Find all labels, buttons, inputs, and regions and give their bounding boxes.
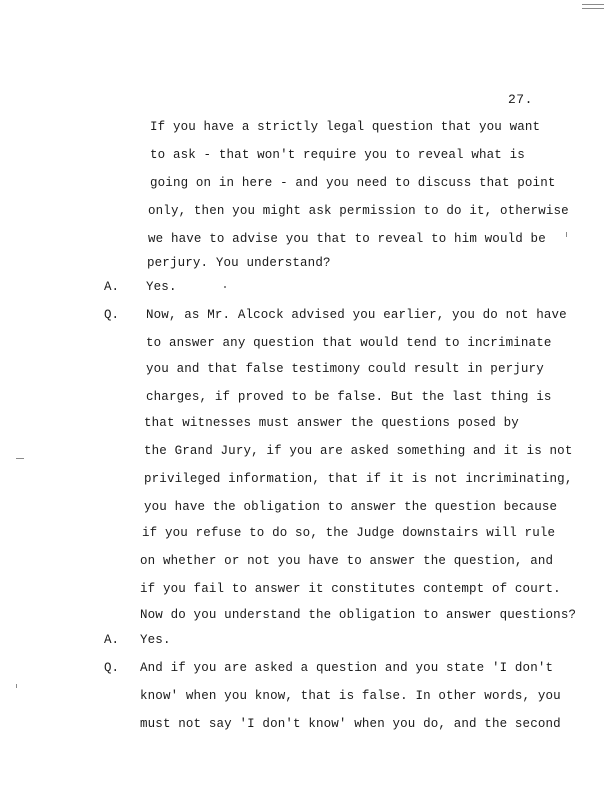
- transcript-line: you and that false testimony could result in perjury: [146, 362, 544, 376]
- scan-mark: [224, 286, 226, 288]
- scan-mark: [566, 232, 567, 237]
- speaker-label-answer: A.: [104, 633, 120, 647]
- transcript-line: If you have a strictly legal question that you want: [150, 120, 541, 134]
- transcript-line: you have the obligation to answer the question because: [144, 500, 558, 514]
- transcript-line: Now, as Mr. Alcock advised you earlier, you do not have: [146, 308, 567, 322]
- speaker-label-answer: A.: [104, 280, 120, 294]
- scan-mark: [582, 8, 604, 9]
- scan-mark: [16, 684, 17, 688]
- transcript-line: know' when you know, that is false. In other words, you: [140, 689, 561, 703]
- transcript-line: Yes.: [140, 633, 171, 647]
- transcript-line: Yes.: [146, 280, 177, 294]
- transcript-line: perjury. You understand?: [147, 256, 331, 270]
- transcript-line: the Grand Jury, if you are asked something and it is not: [144, 444, 573, 458]
- transcript-line: charges, if proved to be false. But the last thing is: [146, 390, 552, 404]
- speaker-label-question: Q.: [104, 661, 120, 675]
- transcript-line: must not say 'I don't know' when you do, and the second: [140, 717, 561, 731]
- transcript-line: to answer any question that would tend to incriminate: [146, 336, 552, 350]
- transcript-line: if you refuse to do so, the Judge downstairs will rule: [142, 526, 556, 540]
- transcript-line: to ask - that won't require you to reveal what is: [150, 148, 525, 162]
- transcript-line: that witnesses must answer the questions posed by: [144, 416, 519, 430]
- transcript-line: only, then you might ask permission to do it, otherwise: [148, 204, 569, 218]
- transcript-line: if you fail to answer it constitutes contempt of court.: [140, 582, 561, 596]
- transcript-line: Now do you understand the obligation to answer questions?: [140, 608, 577, 622]
- transcript-line: on whether or not you have to answer the question, and: [140, 554, 554, 568]
- scan-mark: [582, 4, 604, 5]
- page-number: 27.: [508, 92, 533, 107]
- transcript-line: privileged information, that if it is not incriminating,: [144, 472, 573, 486]
- transcript-line: we have to advise you that to reveal to him would be: [148, 232, 546, 246]
- scan-mark: [16, 458, 24, 459]
- transcript-line: going on in here - and you need to discuss that point: [150, 176, 556, 190]
- speaker-label-question: Q.: [104, 308, 120, 322]
- transcript-line: And if you are asked a question and you state 'I don't: [140, 661, 554, 675]
